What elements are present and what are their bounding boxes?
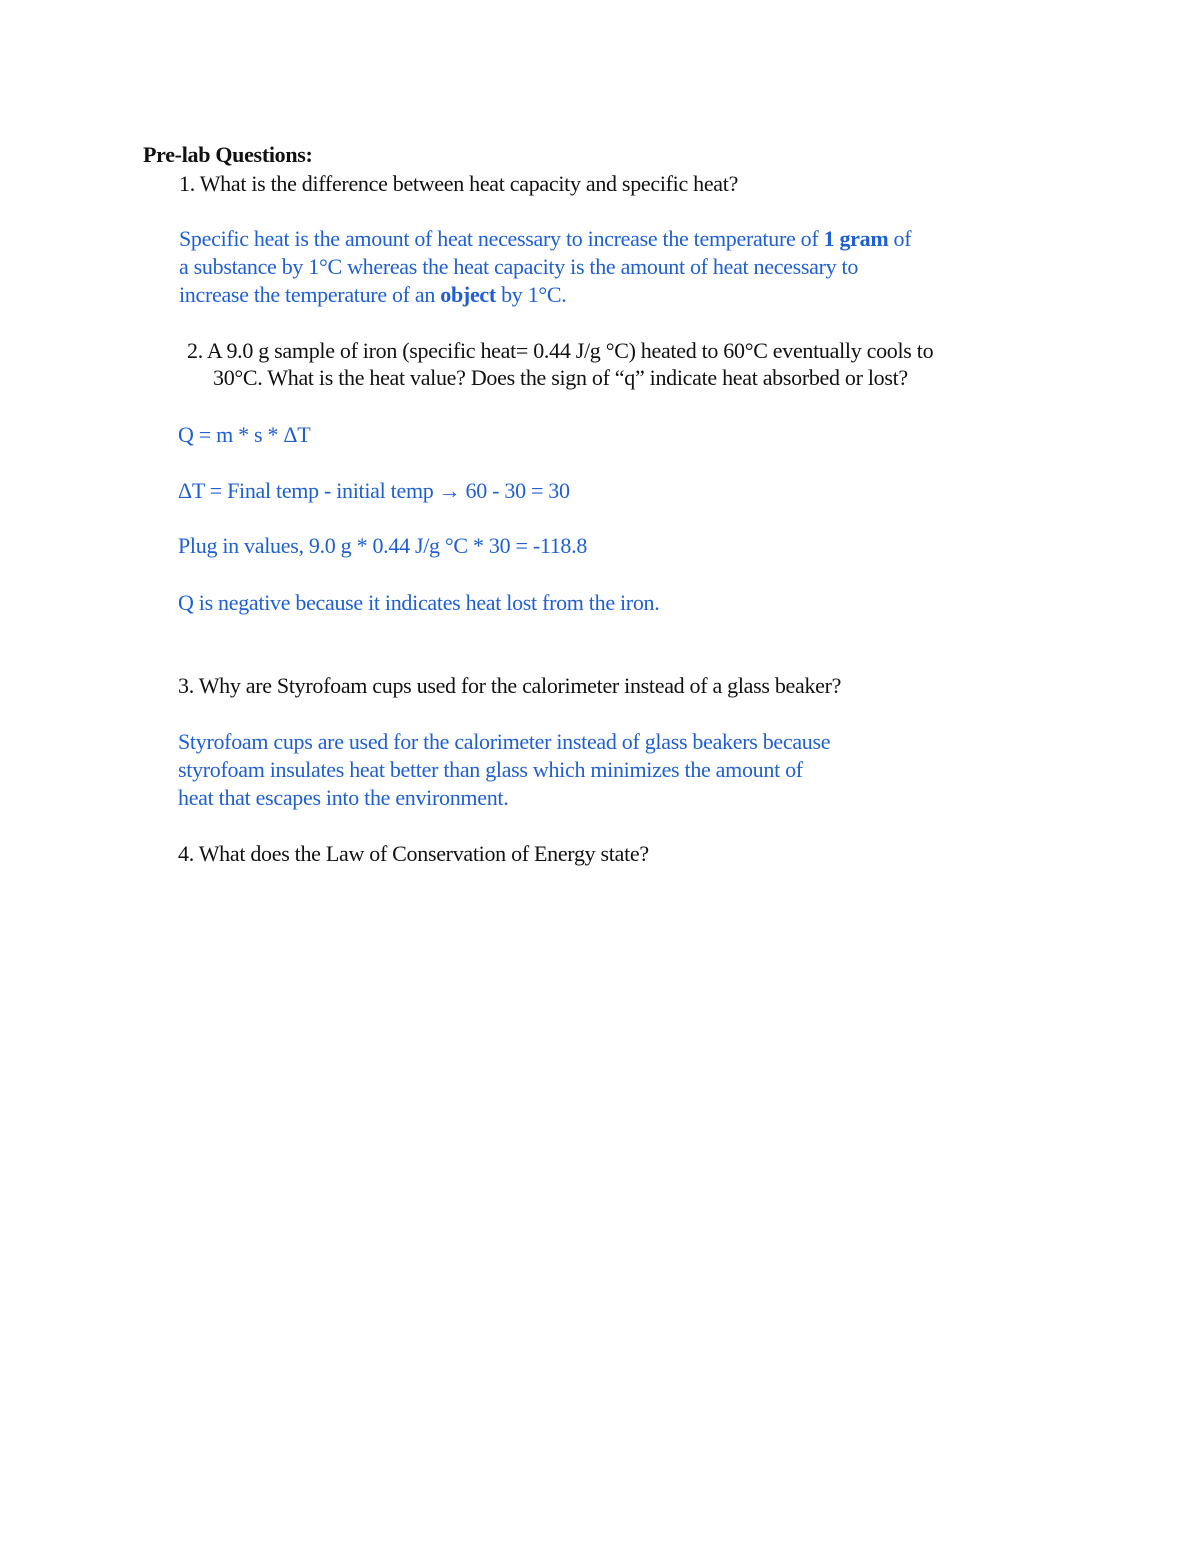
answer-text: by 1°C. [495, 282, 567, 307]
question-1: 1. What is the difference between heat capacity and specific heat? [179, 171, 739, 196]
answer-1-line-2: a substance by 1°C whereas the heat capacity is the amount of heat necessary to [179, 254, 859, 279]
question-2-line-1: 2. A 9.0 g sample of iron (specific heat= 0.44 J/g °C) heated to 60°C eventually cools to [187, 338, 934, 363]
answer-2-formula: Q = m * s * ΔT [178, 422, 311, 447]
answer-2-delta-t: ΔT = Final temp - initial temp → 60 - 30 = 30 [178, 478, 570, 503]
heading: Pre-lab Questions: [143, 142, 313, 167]
answer-emphasis: object [440, 282, 496, 307]
answer-2-conclusion: Q is negative because it indicates heat lost from the iron. [178, 590, 660, 615]
question-4: 4. What does the Law of Conservation of Energy state? [178, 841, 649, 866]
answer-3-line-3: heat that escapes into the environment. [178, 785, 509, 810]
answer-3-line-2: styrofoam insulates heat better than glass which minimizes the amount of [178, 757, 803, 782]
answer-emphasis: 1 gram [823, 226, 889, 251]
answer-1-line-1 [179, 226, 911, 252]
question-3: 3. Why are Styrofoam cups used for the calorimeter instead of a glass beaker? [178, 673, 842, 698]
answer-text: increase the temperature of an [179, 282, 441, 307]
answer-text: of [888, 226, 912, 251]
answer-1-line-3 [179, 282, 566, 308]
answer-3-line-1: Styrofoam cups are used for the calorimeter instead of glass beakers because [178, 729, 831, 754]
answer-2-calculation: Plug in values, 9.0 g * 0.44 J/g °C * 30 = -118.8 [178, 533, 588, 558]
answer-text: Specific heat is the amount of heat necessary to increase the temperature of [179, 226, 824, 251]
question-2-line-2: 30°C. What is the heat value? Does the sign of “q” indicate heat absorbed or lost? [213, 365, 908, 390]
